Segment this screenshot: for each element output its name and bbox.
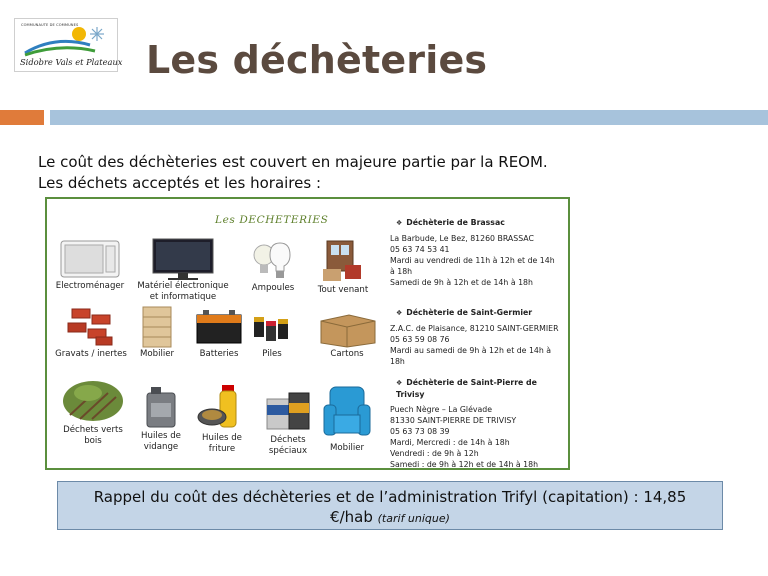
- shelf-icon: [137, 305, 177, 349]
- site-phone: 05 63 73 08 39: [390, 427, 450, 436]
- site-saint-pierre-de-trivisy: [390, 377, 568, 470]
- waste-item: [319, 383, 375, 454]
- branches-icon: [58, 371, 128, 425]
- accent-bar-blue: [50, 110, 768, 125]
- lightbulb-icon: [250, 239, 296, 283]
- decheteries-panel: [45, 197, 570, 470]
- site-hours: à 18h: [390, 267, 413, 276]
- site-hours: Samedi : de 9h à 12h et de 14h à 18h: [390, 460, 539, 469]
- waste-item-label-2: spéciaux: [268, 446, 308, 456]
- callout-note: (tarif unique): [377, 512, 450, 525]
- waste-item: [259, 387, 317, 457]
- logo: [14, 18, 123, 72]
- callout-line-1: Rappel du coût des déchèteries et de l’administration Trifyl (capitation) : 14,85: [93, 488, 687, 506]
- waste-item-label: Huiles de: [141, 431, 181, 441]
- waste-item-label: Cartons: [330, 349, 364, 359]
- callout-line-2: [58, 507, 722, 529]
- waste-item: [49, 237, 131, 292]
- site-address: Z.A.C. de Plaisance, 81210 SAINT-GERMIER: [390, 324, 559, 333]
- site-phone: 05 63 59 08 76: [390, 335, 450, 344]
- site-address: La Barbude, Le Bez, 81260 BRASSAC: [390, 234, 534, 243]
- site-saint-germier: [390, 307, 559, 367]
- waste-item-label-2: et informatique: [149, 292, 217, 302]
- furniture-icon: [319, 239, 367, 285]
- site-hours: Mardi au samedi de 9h à 12h et de 14h à: [390, 346, 552, 355]
- bullet-icon: ❖: [396, 379, 403, 387]
- callout-unit: €/hab: [330, 508, 373, 526]
- waste-item-label: Mobilier: [139, 349, 175, 359]
- waste-item-label: Ampoules: [251, 283, 295, 293]
- waste-item-label-2: bois: [84, 436, 102, 446]
- waste-item: [49, 305, 133, 360]
- waste-item: [243, 239, 303, 294]
- waste-item-label: Huiles de: [202, 433, 242, 443]
- logo-name: Sidobre Vals et Plateaux: [20, 57, 123, 67]
- waste-item: [133, 237, 233, 303]
- intro-line-2: Les déchets acceptés et les horaires :: [38, 174, 322, 192]
- waste-item: [305, 239, 381, 296]
- bullet-icon: ❖: [396, 219, 403, 227]
- waste-item: [135, 383, 187, 453]
- waste-item: [247, 307, 297, 360]
- site-name: Déchèterie de Saint-Pierre de Trivisy: [396, 378, 537, 399]
- waste-item: [133, 305, 181, 360]
- waste-item-label: Déchets: [270, 435, 306, 445]
- page-title: Les déchèteries: [146, 38, 488, 82]
- waste-item-label: Tout venant: [317, 285, 369, 295]
- waste-item-label: Déchets verts: [63, 425, 123, 435]
- cost-callout: [57, 481, 723, 530]
- waste-item: [51, 371, 135, 447]
- waste-item-label: Batteries: [199, 349, 239, 359]
- site-hours: Vendredi : de 9h à 12h: [390, 449, 479, 458]
- intro-text: [38, 152, 548, 194]
- site-name: Déchèterie de Brassac: [406, 218, 505, 227]
- waste-item-label: Piles: [262, 349, 282, 359]
- bullet-icon: ❖: [396, 309, 403, 317]
- site-address: Puech Nègre – La Glévade: [390, 405, 493, 414]
- site-hours: Mardi, Mercredi : de 14h à 18h: [390, 438, 510, 447]
- waste-item-label: Matériel électronique: [137, 281, 229, 291]
- intro-line-1: Le coût des déchèteries est couvert en majeure partie par la REOM.: [38, 153, 548, 171]
- site-hours: Samedi de 9h à 12h et de 14h à 18h: [390, 278, 533, 287]
- frying-oil-icon: [196, 381, 248, 433]
- waste-item-label-2: vidange: [143, 442, 179, 452]
- accent-bar-orange: [0, 110, 44, 125]
- tv-icon: [150, 237, 216, 281]
- site-hours: 18h: [390, 357, 405, 366]
- cells-icon: [250, 307, 294, 349]
- site-brassac: [390, 217, 555, 288]
- site-hours: Mardi au vendredi de 11h à 12h et de 14h: [390, 256, 555, 265]
- bricks-icon: [62, 305, 120, 349]
- waste-item-label: Mobilier: [329, 443, 365, 453]
- panel-title: Les DECHETERIES: [215, 214, 329, 226]
- cardboard-icon: [315, 311, 379, 349]
- armchair-icon: [322, 383, 372, 443]
- waste-item: [311, 311, 383, 360]
- microwave-icon: [59, 237, 121, 281]
- paint-pots-icon: [263, 387, 313, 435]
- battery-icon: [193, 307, 245, 349]
- site-address: 81330 SAINT-PIERRE DE TRIVISY: [390, 416, 517, 425]
- waste-item-label: Gravats / inertes: [55, 349, 127, 359]
- site-name: Déchèterie de Saint-Germier: [406, 308, 533, 317]
- waste-item-label-2: friture: [208, 444, 236, 454]
- waste-item-label: Electroménager: [55, 281, 125, 291]
- waste-item: [187, 307, 251, 360]
- waste-item: [193, 381, 251, 455]
- logo-small-text: COMMUNAUTE DE COMMUNES: [21, 23, 79, 27]
- site-phone: 05 63 74 53 41: [390, 245, 450, 254]
- oil-can-icon: [139, 383, 183, 431]
